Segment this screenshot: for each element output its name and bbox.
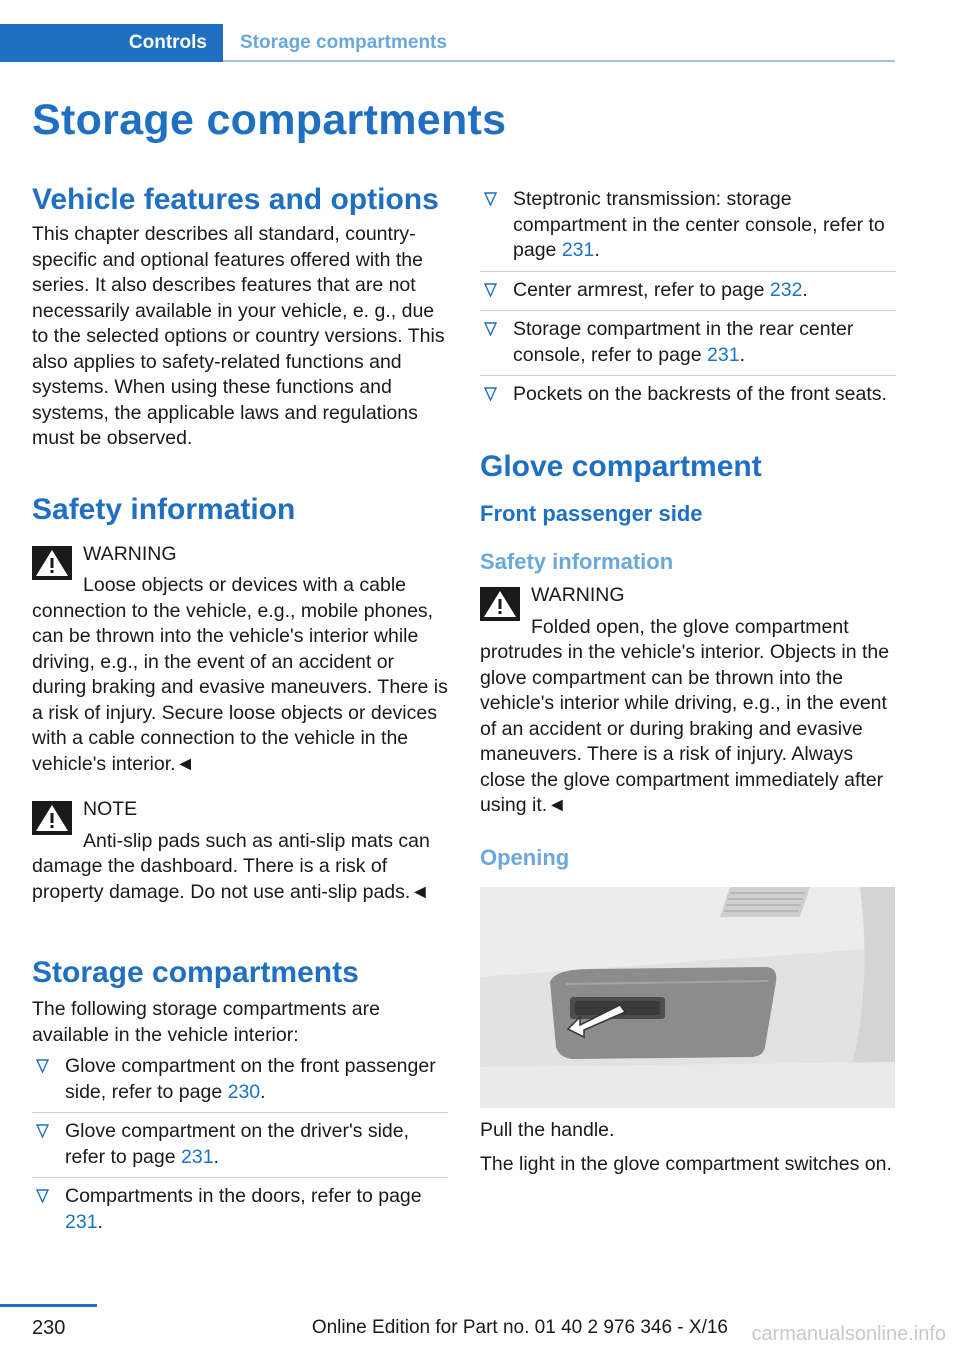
warning-block xyxy=(32,542,448,778)
warning-text-first-line: Loose objects or devices with a cable xyxy=(83,574,407,596)
opening-step-1: Pull the handle. xyxy=(480,1119,615,1142)
list-item-end: . xyxy=(213,1145,219,1168)
list-item-text: Pockets on the backrests of the front seats. xyxy=(513,383,887,405)
storage-list-left xyxy=(32,1054,448,1242)
note-label: NOTE xyxy=(83,798,138,820)
storage-intro: The following storage compartments are available in the vehicle interior: xyxy=(32,998,380,1046)
list-item-text: Glove compartment on the driver's side, refer to page xyxy=(65,1120,410,1168)
page-header xyxy=(0,0,895,62)
page-link[interactable]: 232 xyxy=(769,278,803,301)
warning-label: WARNING xyxy=(83,542,177,565)
warning-block xyxy=(480,583,896,819)
list-item-text: Glove compartment on the front passenger side, refer to page xyxy=(65,1055,436,1103)
triangle-bullet-icon xyxy=(36,1059,49,1073)
warning-triangle-icon xyxy=(32,801,72,835)
watermark: carmanualsonline.info xyxy=(751,1323,946,1345)
warning-text: protrudes in the vehicle's interior. Objects in the glove compartment can be thrown into the vehicle's interior while driving, e.g., in the event of an accident or during braking and evasive maneuvers. There is a risk of injury. Always close the glove compartment immediately after using it.◄ xyxy=(480,641,890,817)
list-item xyxy=(480,382,896,415)
page-link[interactable]: 231 xyxy=(561,239,595,261)
list-item-end: . xyxy=(97,1210,103,1233)
footer-rule xyxy=(0,1304,97,1307)
list-item xyxy=(480,278,896,312)
glove-compartment-photo xyxy=(480,887,895,1108)
list-item-end: . xyxy=(802,278,808,301)
heading-storage-compartments: Storage compartments xyxy=(32,956,359,989)
warning-text-first-line: Folded open, the glove compartment xyxy=(531,615,849,638)
warning-triangle-icon xyxy=(32,546,72,580)
list-item xyxy=(32,1054,448,1113)
warning-label: WARNING xyxy=(531,584,625,607)
opening-step-2: The light in the glove compartment switches on. xyxy=(480,1152,892,1175)
list-item xyxy=(480,187,896,272)
list-item-text: Compartments in the doors, refer to page xyxy=(65,1185,422,1207)
edition-info: Online Edition for Part no. 01 40 2 976 346 - X/16 xyxy=(311,1317,728,1338)
note-text: damage the dashboard. There is a risk of property damage. Do not use anti-slip pads.◄ xyxy=(32,855,430,903)
heading-safety-information: Safety information xyxy=(32,492,296,526)
list-item xyxy=(32,1119,448,1178)
list-item-text: Storage compartment in the rear center console, refer to page xyxy=(513,318,854,366)
heading-front-passenger-side: Front passenger side xyxy=(480,500,703,526)
tab-storage-compartments[interactable]: Storage compartments xyxy=(240,32,447,53)
list-item-end: . xyxy=(739,343,746,366)
glove-compartment-illustration xyxy=(480,887,895,1108)
heading-opening: Opening xyxy=(480,844,570,870)
warning-triangle-icon xyxy=(480,587,520,621)
triangle-bullet-icon xyxy=(484,283,497,297)
list-item-end: . xyxy=(594,239,600,261)
page-link[interactable]: 230 xyxy=(227,1080,261,1103)
triangle-bullet-icon xyxy=(36,1124,49,1138)
left-column xyxy=(32,182,448,1248)
page-link[interactable]: 231 xyxy=(65,1210,98,1233)
note-text-first-line: Anti-slip pads such as anti-slip mats can xyxy=(83,829,430,852)
triangle-bullet-icon xyxy=(484,387,497,401)
page-link[interactable]: 231 xyxy=(707,343,740,366)
tab-controls[interactable]: Controls xyxy=(0,24,223,62)
right-column xyxy=(480,187,896,1177)
page-title: Storage compartments xyxy=(32,96,507,144)
vehicle-features-text: This chapter describes all standard, country-specific and optional features offered with the series. It also describes features that are not necessarily available in your vehicle, e. g., due to the selected options or country versions. This also applies to safety-related functions and systems. When using these functions and systems, the applicable laws and regulations must be observed. xyxy=(32,223,445,449)
warning-text: connection to the vehicle, e.g., mobile phones, can be thrown into the vehicle's interior while driving, e.g., in the event of an accident or during braking and evasive maneuvers. There is a risk of injury. Secure loose objects or devices with a cable connection to the vehicle in the vehicle's interior.◄ xyxy=(32,599,448,775)
page-link[interactable]: 231 xyxy=(181,1145,214,1168)
list-item-end: . xyxy=(260,1080,266,1103)
list-item-text: Steptronic transmission: storage compartment in the center console, refer to page xyxy=(513,188,885,261)
triangle-bullet-icon xyxy=(484,192,497,206)
triangle-bullet-icon xyxy=(484,322,497,336)
triangle-bullet-icon xyxy=(36,1189,49,1203)
list-item xyxy=(32,1184,448,1242)
list-item-text: Center armrest, refer to page xyxy=(513,278,770,301)
page-number: 230 xyxy=(32,1317,66,1339)
storage-list-right xyxy=(480,187,896,415)
list-item xyxy=(480,317,896,376)
note-block xyxy=(32,797,448,905)
heading-glove-compartment: Glove compartment xyxy=(480,449,762,483)
heading-safety-information-glove: Safety information xyxy=(480,548,674,574)
heading-vehicle-features: Vehicle features and options xyxy=(32,183,439,216)
header-divider xyxy=(223,60,895,62)
